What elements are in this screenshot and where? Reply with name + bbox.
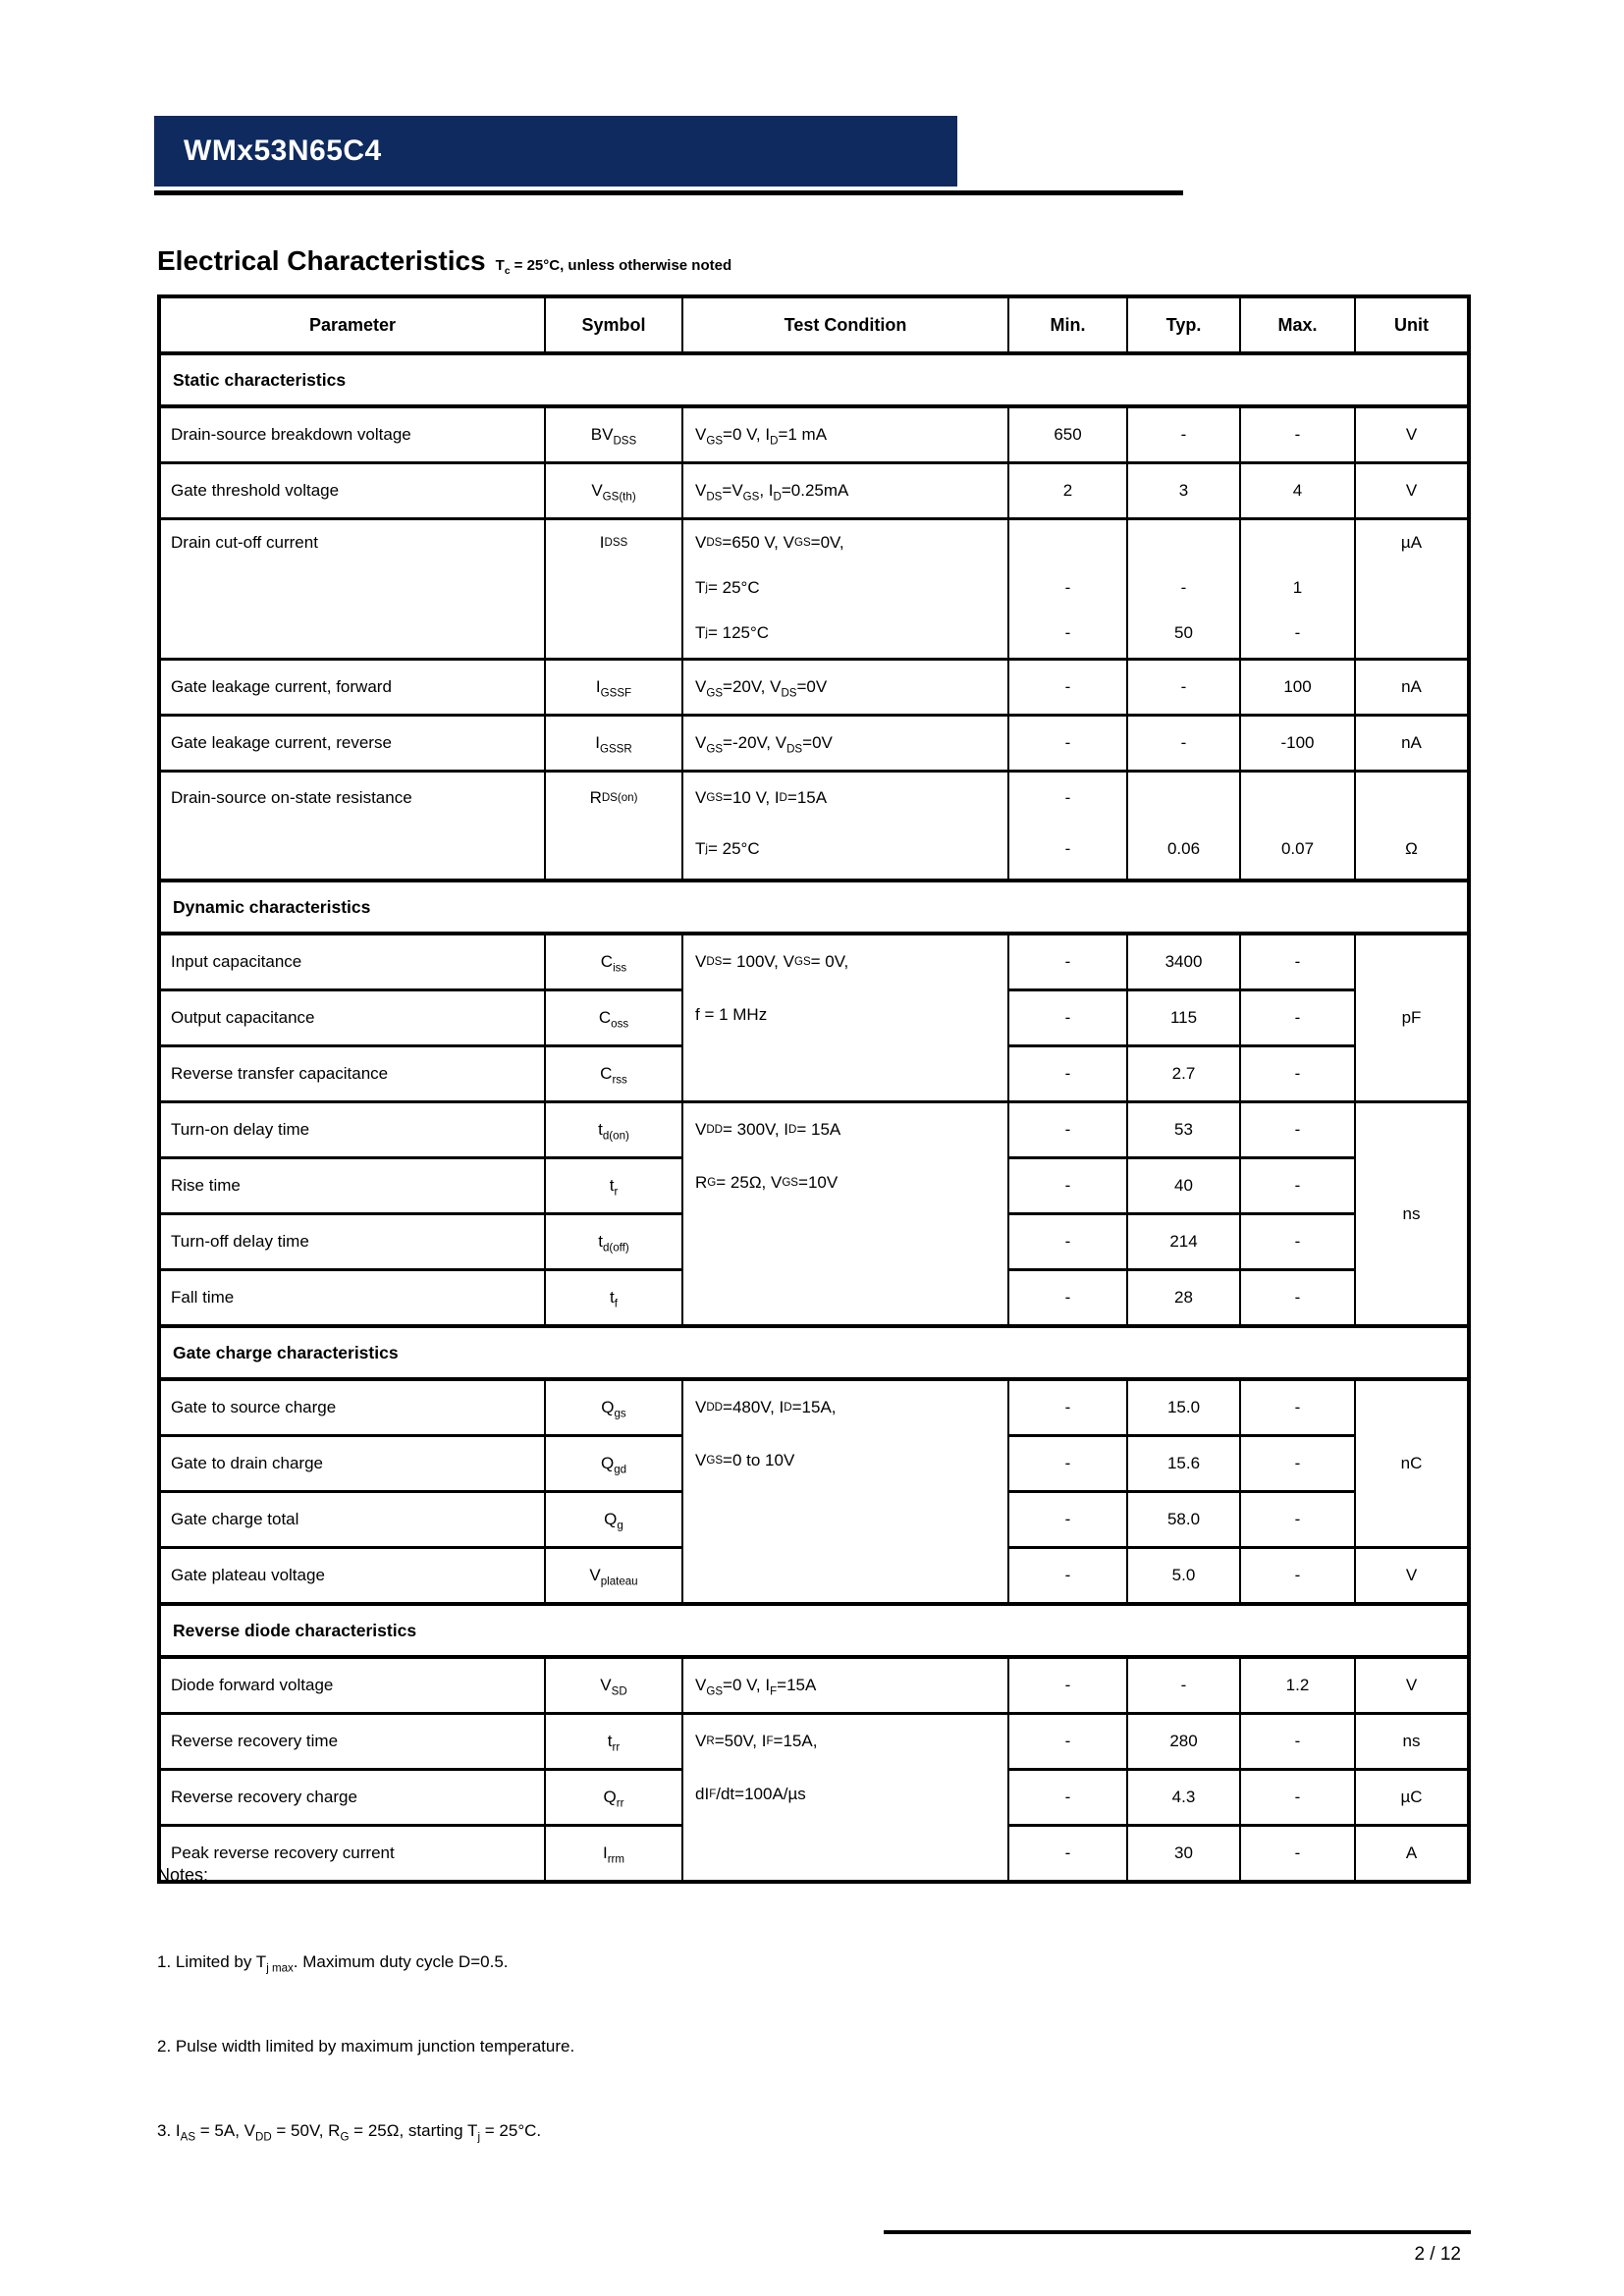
table-row-idss	[159, 519, 1469, 660]
symbol-cell: $Q_{gd}$	[545, 1436, 682, 1492]
min-cell: -	[1008, 1046, 1127, 1102]
min-cell: -	[1008, 1548, 1127, 1605]
typ-cell: 53	[1127, 1102, 1240, 1158]
symbol-cell: $BV_{DSS}$	[545, 406, 682, 463]
max-cell: -	[1240, 1548, 1355, 1605]
typ-cell: 15.6	[1127, 1436, 1240, 1492]
max-cell: -	[1240, 1102, 1355, 1158]
unit-cell: nC	[1355, 1379, 1469, 1548]
max-cell: -	[1240, 934, 1355, 990]
footer-divider	[884, 2230, 1471, 2234]
table-row-igssr	[159, 716, 1469, 772]
max-cell: -	[1240, 406, 1355, 463]
table-row-trr	[159, 1714, 1469, 1770]
min-cell: -	[1008, 1158, 1127, 1214]
page-title	[157, 245, 731, 277]
max-cell: -	[1240, 1158, 1355, 1214]
note-item: 1. Limited by $T_{j max}$. Maximum duty cycle D=0.5.	[157, 1952, 509, 1975]
section-heading: Electrical Characteristics	[157, 245, 486, 276]
unit-cell: V	[1355, 406, 1469, 463]
col-header-unit: Unit	[1355, 296, 1469, 353]
col-header-symbol: Symbol	[545, 296, 682, 353]
min-cell: -	[1008, 934, 1127, 990]
typ-cell: -	[1127, 406, 1240, 463]
table-row-tdon	[159, 1102, 1469, 1158]
typ-cell: 5.0	[1127, 1548, 1240, 1605]
unit-cell: ns	[1355, 1714, 1469, 1770]
symbol-cell: $C_{rss}$	[545, 1046, 682, 1102]
min-cell: -	[1008, 1826, 1127, 1883]
min-cell: - -	[1008, 519, 1127, 660]
table-row-vgsth	[159, 463, 1469, 519]
unit-cell: A	[1355, 1826, 1469, 1883]
typ-cell: 15.0	[1127, 1379, 1240, 1436]
typ-cell: 115	[1127, 990, 1240, 1046]
cond-cell: V DS = 100V, V GS = 0V, f = 1 MHz	[682, 934, 1008, 1102]
table-row-ciss	[159, 934, 1469, 990]
electrical-characteristics-table	[157, 294, 1471, 1884]
max-cell: 1.2	[1240, 1657, 1355, 1714]
cond-cell: V DS =650 V, V GS =0V, T j = 25°C T j = 125°C	[682, 519, 1008, 660]
table-row-bvdss	[159, 406, 1469, 463]
typ-cell: 280	[1127, 1714, 1240, 1770]
param-cell: Diode forward voltage	[159, 1657, 545, 1714]
symbol-cell: $C_{iss}$	[545, 934, 682, 990]
max-cell: -	[1240, 1770, 1355, 1826]
cond-cell: V R =50V, I F =15A, dI F /dt=100A/µs	[682, 1714, 1008, 1883]
symbol-cell: $t_{d(on)}$	[545, 1102, 682, 1158]
param-cell: Output capacitance	[159, 990, 545, 1046]
typ-cell: 40	[1127, 1158, 1240, 1214]
min-cell: -	[1008, 1657, 1127, 1714]
section-label: Dynamic characteristics	[159, 881, 1469, 934]
page-number: 2 / 12	[1414, 2244, 1461, 2265]
table-row-qgs	[159, 1379, 1469, 1436]
typ-cell: -	[1127, 716, 1240, 772]
min-cell: -	[1008, 1270, 1127, 1327]
cond-cell: $V_{GS}=0$ V, $I_D=1$ mA	[682, 406, 1008, 463]
typ-cell: 214	[1127, 1214, 1240, 1270]
section-label: Reverse diode characteristics	[159, 1604, 1469, 1657]
min-cell: -	[1008, 1770, 1127, 1826]
symbol-cell: $t_f$	[545, 1270, 682, 1327]
param-cell: Gate threshold voltage	[159, 463, 545, 519]
min-cell: -	[1008, 1379, 1127, 1436]
typ-cell: -	[1127, 660, 1240, 716]
max-cell: -	[1240, 1270, 1355, 1327]
typ-cell: 30	[1127, 1826, 1240, 1883]
note-item: 3. $I_{AS} = 5A$, $V_{DD} = 50V$, $R_G = 25\Omega$, starting $T_j = 25^\circ C$.	[157, 2121, 542, 2144]
symbol-cell: $t_r$	[545, 1158, 682, 1214]
min-cell: 650	[1008, 406, 1127, 463]
table-row-rdson	[159, 772, 1469, 881]
symbol-cell: $V_{SD}$	[545, 1657, 682, 1714]
table-header-row	[159, 296, 1469, 353]
param-cell: Reverse recovery charge	[159, 1770, 545, 1826]
param-cell: Reverse transfer capacitance	[159, 1046, 545, 1102]
cond-cell: $V_{GS}=20V$, $V_{DS}=0V$	[682, 660, 1008, 716]
typ-cell: 28	[1127, 1270, 1240, 1327]
min-cell: -	[1008, 660, 1127, 716]
note-item: 2. Pulse width limited by maximum junction temperature.	[157, 2037, 575, 2056]
param-cell: Gate leakage current, forward	[159, 660, 545, 716]
typ-cell: 3	[1127, 463, 1240, 519]
symbol-cell: $Q_{rr}$	[545, 1770, 682, 1826]
max-cell: -	[1240, 1214, 1355, 1270]
section-row-gate-charge	[159, 1326, 1469, 1379]
param-cell: Turn-on delay time	[159, 1102, 545, 1158]
max-cell: 4	[1240, 463, 1355, 519]
max-cell: 100	[1240, 660, 1355, 716]
unit-cell: pF	[1355, 934, 1469, 1102]
section-row-static	[159, 353, 1469, 406]
cond-cell: V DD = 300V, I D = 15A R G = 25Ω, V GS =10V	[682, 1102, 1008, 1327]
col-header-parameter: Parameter	[159, 296, 545, 353]
cond-cell: V DD =480V, I D =15A, V GS =0 to 10V	[682, 1379, 1008, 1604]
max-cell: 1 -	[1240, 519, 1355, 660]
unit-cell: µC	[1355, 1770, 1469, 1826]
typ-cell: 2.7	[1127, 1046, 1240, 1102]
header-divider	[154, 190, 1183, 195]
cond-cell: $V_{GS}=-20V$, $V_{DS}=0V$	[682, 716, 1008, 772]
typ-cell: -	[1127, 1657, 1240, 1714]
symbol-cell: $t_{d(off)}$	[545, 1214, 682, 1270]
param-cell: Gate to drain charge	[159, 1436, 545, 1492]
param-cell: Gate leakage current, reverse	[159, 716, 545, 772]
unit-cell: Ω	[1355, 772, 1469, 881]
typ-cell: - 50	[1127, 519, 1240, 660]
col-header-typ: Typ.	[1127, 296, 1240, 353]
min-cell: -	[1008, 1714, 1127, 1770]
param-cell: Input capacitance	[159, 934, 545, 990]
max-cell: -	[1240, 1826, 1355, 1883]
unit-cell: nA	[1355, 716, 1469, 772]
table-row-vsd	[159, 1657, 1469, 1714]
max-cell: -	[1240, 1436, 1355, 1492]
symbol-cell: R DS(on)	[545, 772, 682, 881]
section-row-reverse-diode	[159, 1604, 1469, 1657]
unit-cell: V	[1355, 463, 1469, 519]
symbol-cell: $I_{rrm}$	[545, 1826, 682, 1883]
param-cell: Reverse recovery time	[159, 1714, 545, 1770]
max-cell: -	[1240, 1492, 1355, 1548]
min-cell: -	[1008, 716, 1127, 772]
notes-heading: Notes:	[157, 1865, 209, 1885]
symbol-cell: $C_{oss}$	[545, 990, 682, 1046]
min-cell: -	[1008, 1436, 1127, 1492]
max-cell: -	[1240, 1714, 1355, 1770]
min-cell: -	[1008, 990, 1127, 1046]
unit-cell: µA	[1355, 519, 1469, 660]
part-number: WMx53N65C4	[184, 134, 382, 167]
min-cell: -	[1008, 1214, 1127, 1270]
symbol-cell: $I_{GSSR}$	[545, 716, 682, 772]
symbol-cell: $t_{rr}$	[545, 1714, 682, 1770]
max-cell: -	[1240, 1379, 1355, 1436]
symbol-cell: $Q_{gs}$	[545, 1379, 682, 1436]
max-cell: -100	[1240, 716, 1355, 772]
max-cell: 0.07	[1240, 772, 1355, 881]
param-cell: Gate charge total	[159, 1492, 545, 1548]
unit-cell: V	[1355, 1548, 1469, 1605]
symbol-cell: $Q_g$	[545, 1492, 682, 1548]
unit-cell: nA	[1355, 660, 1469, 716]
section-label: Static characteristics	[159, 353, 1469, 406]
col-header-max: Max.	[1240, 296, 1355, 353]
cond-cell: V GS =10 V, I D =15A T j = 25°C	[682, 772, 1008, 881]
min-cell: 2	[1008, 463, 1127, 519]
min-cell: -	[1008, 1492, 1127, 1548]
symbol-cell: $V_{plateau}$	[545, 1548, 682, 1605]
notes-block	[157, 1865, 574, 2206]
min-cell: - -	[1008, 772, 1127, 881]
unit-cell: ns	[1355, 1102, 1469, 1327]
max-cell: -	[1240, 1046, 1355, 1102]
col-header-min: Min.	[1008, 296, 1127, 353]
cond-cell: $V_{GS}=0$ V, $I_F=15A$	[682, 1657, 1008, 1714]
param-cell: Drain cut-off current	[159, 519, 545, 660]
table-row-igssf	[159, 660, 1469, 716]
param-cell: Drain-source on-state resistance	[159, 772, 545, 881]
param-cell: Fall time	[159, 1270, 545, 1327]
typ-cell: 58.0	[1127, 1492, 1240, 1548]
section-label: Gate charge characteristics	[159, 1326, 1469, 1379]
symbol-cell: I DSS	[545, 519, 682, 660]
typ-cell: 0.06	[1127, 772, 1240, 881]
max-cell: -	[1240, 990, 1355, 1046]
symbol-cell: $V_{GS(th)}$	[545, 463, 682, 519]
section-row-dynamic	[159, 881, 1469, 934]
min-cell: -	[1008, 1102, 1127, 1158]
unit-cell: V	[1355, 1657, 1469, 1714]
param-cell: Gate plateau voltage	[159, 1548, 545, 1605]
param-cell: Drain-source breakdown voltage	[159, 406, 545, 463]
section-heading-condition: $T_c = 25^\circ C$, unless otherwise noted	[495, 257, 732, 277]
param-cell: Rise time	[159, 1158, 545, 1214]
header-banner	[154, 116, 957, 187]
col-header-test-condition: Test Condition	[682, 296, 1008, 353]
param-cell: Turn-off delay time	[159, 1214, 545, 1270]
symbol-cell: $I_{GSSF}$	[545, 660, 682, 716]
param-cell: Gate to source charge	[159, 1379, 545, 1436]
typ-cell: 4.3	[1127, 1770, 1240, 1826]
cond-cell: $V_{DS}=V_{GS}$, $I_D=0.25mA$	[682, 463, 1008, 519]
typ-cell: 3400	[1127, 934, 1240, 990]
param-cell: Peak reverse recovery current	[159, 1826, 545, 1883]
